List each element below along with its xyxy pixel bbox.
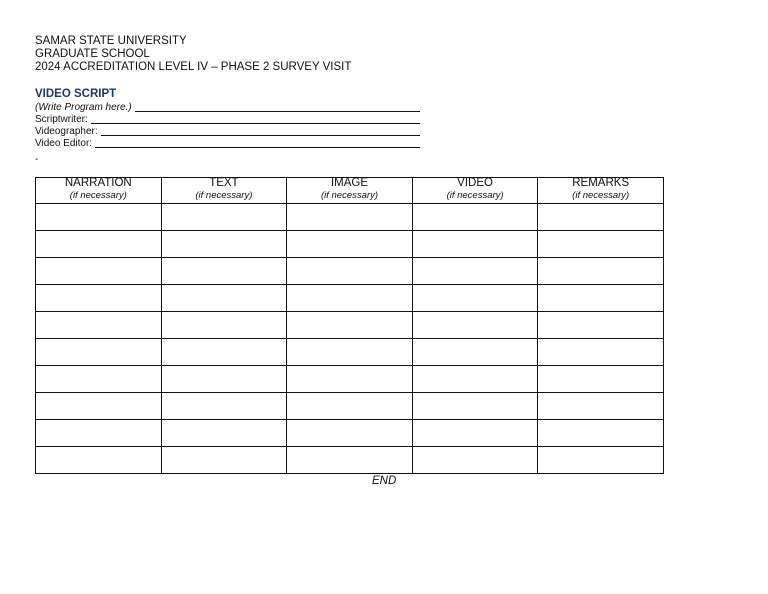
table-cell-text[interactable] (161, 447, 287, 474)
table-row (36, 258, 664, 285)
table-cell-text[interactable] (161, 420, 287, 447)
table-row (36, 204, 664, 231)
column-subtitle: (if necessary) (320, 190, 378, 201)
table-row (36, 312, 664, 339)
table-cell-narration[interactable] (36, 285, 162, 312)
table-header-row (36, 178, 664, 204)
column-subtitle: (if necessary) (195, 190, 253, 201)
table-cell-remarks[interactable] (538, 447, 664, 474)
table-cell-video[interactable] (412, 420, 538, 447)
table-cell-image[interactable] (287, 393, 413, 420)
table-cell-remarks[interactable] (538, 393, 664, 420)
column-title: REMARKS (572, 177, 630, 189)
end-marker: END (372, 475, 397, 487)
video-editor-blank-line[interactable] (95, 147, 420, 148)
table-cell-image[interactable] (287, 258, 413, 285)
table-body (36, 204, 664, 474)
table-cell-video[interactable] (412, 258, 538, 285)
table-cell-narration[interactable] (36, 366, 162, 393)
table-cell-text[interactable] (161, 393, 287, 420)
section-title: VIDEO SCRIPT (35, 88, 117, 100)
event-title: 2024 ACCREDITATION LEVEL IV – PHASE 2 SURVEY VISIT (35, 61, 352, 73)
script-info-fields (35, 101, 420, 149)
table-cell-remarks[interactable] (538, 258, 664, 285)
scriptwriter-label: Scriptwriter: (35, 114, 88, 125)
table-cell-remarks[interactable] (538, 204, 664, 231)
scriptwriter-blank-line[interactable] (91, 123, 420, 124)
table-cell-image[interactable] (287, 447, 413, 474)
table-row (36, 339, 664, 366)
table-cell-video[interactable] (412, 312, 538, 339)
table-cell-remarks[interactable] (538, 312, 664, 339)
table-cell-text[interactable] (161, 204, 287, 231)
table-cell-image[interactable] (287, 312, 413, 339)
table-row (36, 420, 664, 447)
table-row (36, 231, 664, 258)
table-cell-narration[interactable] (36, 420, 162, 447)
table-cell-text[interactable] (161, 339, 287, 366)
table-row (36, 393, 664, 420)
table-cell-text[interactable] (161, 366, 287, 393)
table-cell-remarks[interactable] (538, 366, 664, 393)
table-cell-narration[interactable] (36, 447, 162, 474)
program-label: (Write Program here.) (35, 102, 132, 113)
column-title: VIDEO (457, 177, 493, 189)
table-cell-image[interactable] (287, 204, 413, 231)
column-title: NARRATION (64, 177, 132, 189)
table-cell-video[interactable] (412, 231, 538, 258)
table-cell-narration[interactable] (36, 204, 162, 231)
table-cell-video[interactable] (412, 339, 538, 366)
table-row (36, 366, 664, 393)
table-cell-narration[interactable] (36, 393, 162, 420)
school-name: GRADUATE SCHOOL (35, 48, 150, 60)
table-cell-image[interactable] (287, 231, 413, 258)
table-cell-video[interactable] (412, 447, 538, 474)
video-editor-field[interactable] (35, 137, 420, 149)
column-header-image (287, 178, 413, 204)
videographer-field[interactable] (35, 125, 420, 137)
column-subtitle: (if necessary) (572, 190, 630, 201)
university-name: SAMAR STATE UNIVERSITY (35, 35, 187, 47)
column-subtitle: (if necessary) (69, 190, 127, 201)
table-cell-remarks[interactable] (538, 339, 664, 366)
dash-marker: - (35, 154, 39, 165)
table-cell-remarks[interactable] (538, 231, 664, 258)
column-header-narration (36, 178, 162, 204)
video-editor-label: Video Editor: (35, 138, 93, 149)
table-cell-remarks[interactable] (538, 285, 664, 312)
table-cell-video[interactable] (412, 285, 538, 312)
column-subtitle: (if necessary) (446, 190, 504, 201)
table-cell-remarks[interactable] (538, 420, 664, 447)
video-script-table (35, 177, 664, 474)
column-header-video (412, 178, 538, 204)
table-cell-narration[interactable] (36, 231, 162, 258)
column-title: IMAGE (330, 177, 369, 189)
table-cell-image[interactable] (287, 285, 413, 312)
table-cell-text[interactable] (161, 285, 287, 312)
table-cell-image[interactable] (287, 339, 413, 366)
document-header (35, 35, 351, 74)
videographer-blank-line[interactable] (101, 135, 420, 136)
videographer-label: Videographer: (35, 126, 98, 137)
table-row (36, 285, 664, 312)
program-field[interactable] (35, 101, 420, 113)
table-cell-narration[interactable] (36, 258, 162, 285)
table-cell-text[interactable] (161, 312, 287, 339)
table-cell-narration[interactable] (36, 339, 162, 366)
program-blank-line[interactable] (135, 111, 420, 112)
table-cell-narration[interactable] (36, 312, 162, 339)
table-cell-text[interactable] (161, 258, 287, 285)
table-cell-video[interactable] (412, 366, 538, 393)
column-header-text (161, 178, 287, 204)
table-cell-video[interactable] (412, 204, 538, 231)
table-cell-video[interactable] (412, 393, 538, 420)
table-cell-image[interactable] (287, 420, 413, 447)
table-row (36, 447, 664, 474)
column-title: TEXT (209, 177, 239, 189)
scriptwriter-field[interactable] (35, 113, 420, 125)
table-cell-image[interactable] (287, 366, 413, 393)
column-header-remarks (538, 178, 664, 204)
table-cell-text[interactable] (161, 231, 287, 258)
